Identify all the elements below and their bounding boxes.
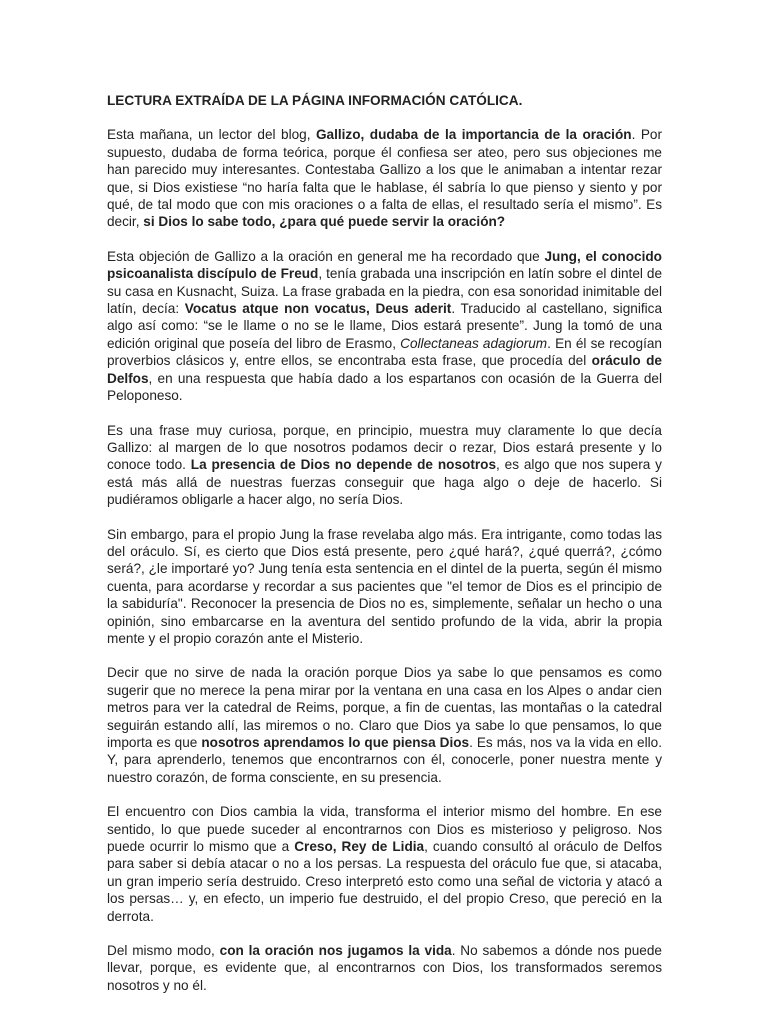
p2-italic-f: Collectaneas adagiorum: [400, 335, 548, 351]
document-page: [107, 92, 662, 1011]
paragraph-2: [107, 248, 662, 405]
p1-text-a: Esta mañana, un lector del blog,: [107, 127, 316, 143]
p6-text-c: , cuando consultó al oráculo de Delfos para saber si debía atacar o no a los persas. La respuesta del oráculo fue que, si atacaba, un gran imperio sería destruido. Creso interpretó esto como una señal de victoria y atacó a los persas… y, en efecto, un imperio fue destruido, el del propio Creso, que pereció en la derrota.: [107, 839, 662, 924]
p2-text-i: , en una respuesta que había dado a los espartanos con ocasión de la Guerra del Peloponeso.: [107, 370, 662, 404]
p7-bold-b: con la oración nos jugamos la vida: [219, 943, 452, 959]
p6-bold-b: Creso, Rey de Lidia: [294, 839, 425, 855]
document-heading: LECTURA EXTRAÍDA DE LA PÁGINA INFORMACIÓN CATÓLICA.: [107, 93, 523, 108]
p7-text-a: Del mismo modo,: [107, 943, 220, 959]
p2-text-g: . En él se recogían proverbios clásicos y, entre ellos, se encontraba esta frase, que procedía del: [107, 335, 662, 369]
p3-text-a: Es una frase muy curiosa, porque, en principio, muestra muy claramente lo que decía Gallizo: al margen de lo que nosotros podamos decir o rezar, Dios estará presente y lo conoce todo.: [107, 422, 662, 473]
p1-text-c: . Por supuesto, dudaba de forma teórica, porque él confiesa ser ateo, pero sus objeciones me han parecido muy interesantes. Contestaba Gallizo a los que le animaban a intentar rezar que, si Dios existiese “no haría falta que le hablase, él sabría lo que pienso y siento y por qué, de tal modo que con mis oraciones o a falta de ellas, el resultado sería el mismo”. Es decir,: [107, 127, 662, 230]
paragraph-7: [107, 942, 662, 994]
p2-bold-d: Vocatus atque non vocatus, Deus aderit: [184, 301, 452, 317]
p3-bold-b: La presencia de Dios no depende de nosotros: [190, 457, 497, 473]
p3-text-c: , es algo que nos supera y está más allá de nuestras fuerzas conseguir que haga algo o deje de hacerlo. Si pudiéramos obligarle a hacer algo, no sería Dios.: [107, 457, 662, 508]
p7-text-c: . No sabemos a dónde nos puede llevar, porque, es evidente que, al encontrarnos con Dios, los transformados seremos nosotros y no él.: [107, 943, 662, 993]
p5-text-a: Decir que no sirve de nada la oración porque Dios ya sabe lo que pensamos es como sugerir que no merece la pena mirar por la ventana en una casa en los Alpes o andar cien metros para ver la catedral de Reims, porque, a fin de cuentas, las montañas o la catedral seguirán estando allí, las miremos o no. Claro que Dios ya sabe lo que pensamos, lo que importa es que: [107, 665, 662, 750]
p5-text-c: . Es más, nos va la vida en ello. Y, para aprenderlo, tenemos que encontrarnos con él, conocerle, poner nuestra mente y nuestro corazón, de forma consciente, en su presencia.: [107, 735, 662, 785]
paragraph-6: [107, 803, 662, 925]
p2-bold-b: Jung, el conocido psicoanalista discípulo de Freud: [107, 248, 662, 282]
p5-bold-b: nosotros aprendamos lo que piensa Dios: [201, 735, 470, 750]
p1-bold-b: Gallizo, dudaba de la importancia de la oración: [315, 127, 632, 143]
p2-text-a: Esta objeción de Gallizo a la oración en general me ha recordado que: [107, 248, 545, 264]
paragraph-1: [107, 126, 662, 230]
paragraph-5: [107, 664, 662, 786]
paragraph-3: [107, 422, 662, 509]
paragraph-4: [107, 526, 662, 648]
p2-text-c: , tenía grabada una inscripción en latín sobre el dintel de su casa en Kusnacht, Suiza. La frase grabada en la piedra, con esa sonoridad inimitable del latín, decía:: [107, 266, 663, 317]
p2-text-e: . Traducido al castellano, significa algo así como: “se le llame o no se le llame, Dios estará presente”. Jung la tomó de una edición original que poseía del libro de Erasmo,: [107, 301, 662, 351]
p4-text-a: Sin embargo, para el propio Jung la frase revelaba algo más. Era intrigante, como todas las del oráculo. Sí, es cierto que Dios está presente, pero ¿qué hará?, ¿qué querrá?, ¿cómo será?, ¿le importaré yo? Jung tenía esta sentencia en el dintel de la puerta, según él mismo cuenta, para acordarse y recordar a sus pacientes que "el temor de Dios es el principio de la sabiduría". Reconocer la presencia de Dios no es, simplemente, señalar un hecho o una opinión, sino embarcarse en la aventura del sentido profundo de la vida, abrir la propia mente y el propio corazón ante el Misterio.: [107, 526, 662, 646]
p6-text-a: El encuentro con Dios cambia la vida, transforma el interior mismo del hombre. En ese sentido, lo que puede suceder al encontrarnos con Dios es misterioso y peligroso. Nos puede ocurrir lo mismo que a: [107, 804, 662, 855]
p1-bold-d: si Dios lo sabe todo, ¿para qué puede servir la oración?: [143, 214, 506, 230]
p2-bold-h: oráculo de Delfos: [107, 353, 662, 386]
